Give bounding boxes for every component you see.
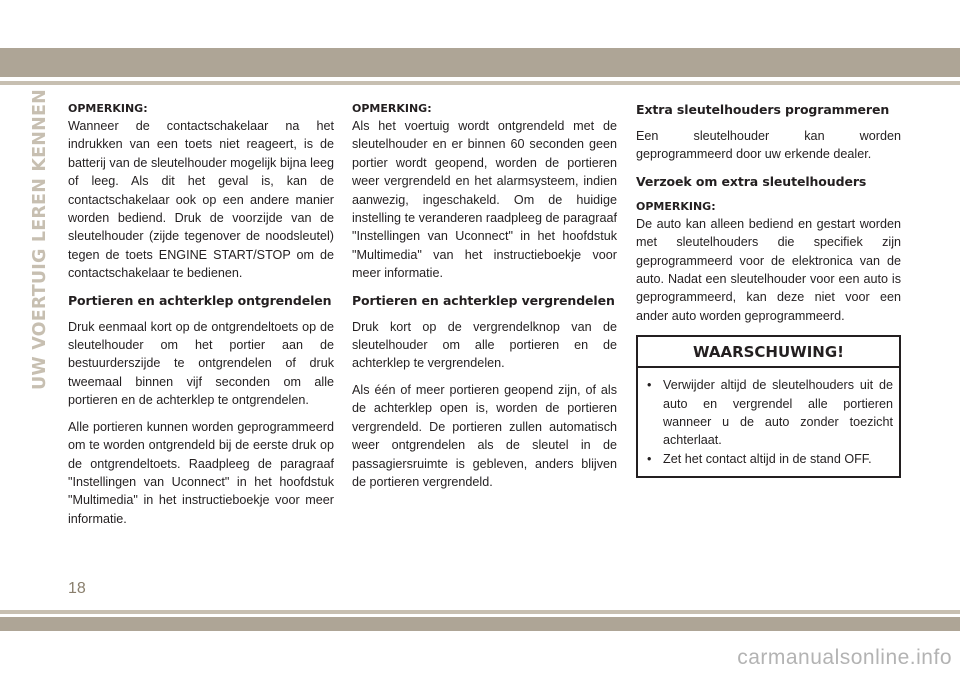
page-number: 18 bbox=[68, 580, 86, 597]
warning-item: • Verwijder altijd de sleutelhouders uit de auto en vergrendel alle portieren wanneer u de auto zonder toezicht achterlaat. bbox=[644, 376, 893, 450]
header-band bbox=[0, 48, 960, 77]
paragraph: Druk eenmaal kort op de ontgrendeltoets op de sleutelhouder om het portier aan de bestuurderszijde te ontgrendelen of druk tweemaal binnen vijf seconden om alle portieren en de achterklep te ontgrendelen. bbox=[68, 319, 334, 408]
note-label: OPMERKING: bbox=[352, 102, 432, 115]
watermark: carmanualsonline.info bbox=[737, 646, 952, 669]
column-2 bbox=[352, 101, 617, 491]
header-rule bbox=[0, 81, 960, 85]
section-heading-program-keys: Extra sleutelhouders programmeren bbox=[636, 102, 890, 117]
warning-title: WAARSCHUWING! bbox=[692, 343, 845, 362]
paragraph: Als één of meer portieren geopend zijn, of als de achterklep open is, worden de portieren vergrendeld. De portieren zullen automatisch weer ontgrendelen als de sleutel in de passagiersruimte is gebleven, anders blijven de portieren vergrendeld. bbox=[352, 382, 617, 489]
note-text: Wanneer de contactschakelaar na het indrukken van een toets niet reageert, is de batterij van de sleutelhouder mogelijk bijna leeg of leeg. Als dit het geval is, kan de contactschakelaar ook op een andere manier worden bediend. Druk de voorzijde van de sleutelhouder (zijde tegenover de noodsleutel) tegen de toets ENGINE START/STOP om de contactschakelaar te bedienen. bbox=[68, 119, 334, 281]
chapter-side-title: UW VOERTUIG LEREN KENNEN bbox=[30, 89, 50, 390]
paragraph: Een sleutelhouder kan worden geprogrammeerd door uw erkende dealer. bbox=[636, 129, 901, 162]
paragraph: Alle portieren kunnen worden geprogrammeerd om te worden ontgrendeld bij de eerste druk op de ontgrendeltoets. Raadpleeg de paragraaf "Instellingen van Uconnect" in het hoofdstuk "Multimedia" in het instructieboekje voor meer informatie. bbox=[68, 419, 334, 526]
warning-divider bbox=[638, 366, 899, 368]
warning-item: • Zet het contact altijd in de stand OFF. bbox=[644, 450, 893, 468]
section-heading-unlock: Portieren en achterklep ontgrendelen bbox=[68, 292, 332, 308]
footer-band bbox=[0, 617, 960, 631]
section-heading-request-keys: Verzoek om extra sleutelhouders bbox=[636, 173, 867, 189]
note-label: OPMERKING: bbox=[68, 102, 148, 115]
section-heading-lock: Portieren en achterklep vergrendelen bbox=[352, 292, 615, 308]
warning-box bbox=[636, 335, 901, 478]
note-text: Als het voertuig wordt ontgrendeld met de sleutelhouder en er binnen 60 seconden geen portier wordt geopend, worden de portieren weer vergrendeld en het alarmsysteem, indien aanwezig, ingeschakeld. Om de huidige instelling te veranderen raadpleeg de paragraaf "Instellingen van Uconnect" in het hoofdstuk "Multimedia" van het instructieboekje voor meer informatie. bbox=[352, 119, 617, 281]
column-1 bbox=[68, 101, 334, 528]
footer-rule bbox=[0, 610, 960, 614]
warning-list bbox=[644, 376, 893, 468]
note-label: OPMERKING: bbox=[636, 199, 716, 213]
paragraph: Druk kort op de vergrendelknop van de sleutelhouder om alle portieren en de achterklep te vergrendelen. bbox=[352, 319, 617, 371]
column-3 bbox=[636, 101, 901, 478]
note-text: De auto kan alleen bediend en gestart worden met sleutelhouders die specifiek zijn geprogrammeerd voor de elektronica van de auto. Nadat een sleutelhouder voor een auto is geprogrammeerd, kan deze niet voor een ander auto worden geprogrammeerd. bbox=[636, 216, 901, 323]
